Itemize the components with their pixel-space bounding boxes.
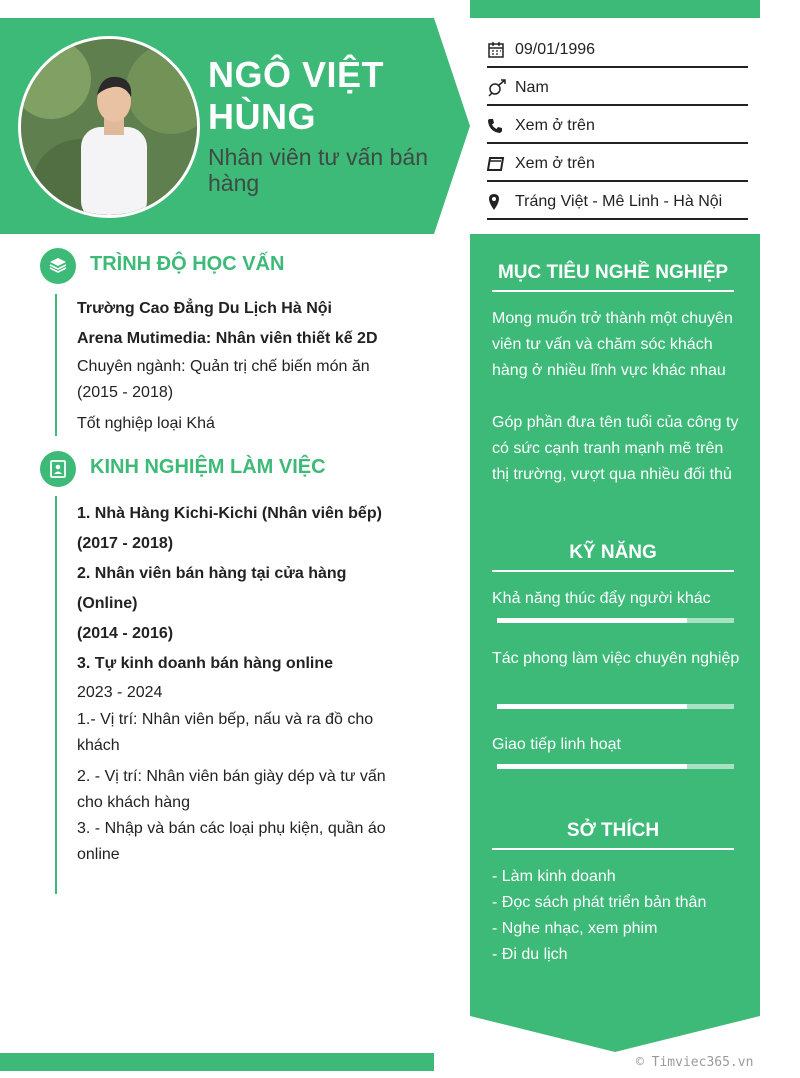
location-pin-icon bbox=[487, 193, 515, 211]
education-school-2: Arena Mutimedia: Nhân viên thiết kế 2D bbox=[77, 330, 378, 347]
skill-name-1: Khả năng thúc đẩy người khác bbox=[492, 590, 711, 607]
skill-name-3: Giao tiếp linh hoạt bbox=[492, 736, 621, 753]
hobby-item-3: - Nghe nhạc, xem phim bbox=[492, 920, 658, 937]
experience-job-2-period: (2014 - 2016) bbox=[77, 625, 174, 642]
skill-bar-1 bbox=[497, 618, 734, 623]
contact-phone bbox=[487, 110, 748, 144]
skill-fill-3 bbox=[497, 764, 687, 769]
full-name bbox=[208, 54, 458, 138]
education-major: Chuyên ngành: Quản trị chế biến món ăn (2015 - 2018) bbox=[77, 358, 370, 401]
watermark: © Timviec365.vn bbox=[636, 1055, 754, 1070]
gender-icon bbox=[487, 79, 515, 97]
skill-bar-3 bbox=[497, 764, 734, 769]
education-school-1: Trường Cao Đẳng Du Lịch Hà Nội bbox=[77, 300, 332, 317]
objective-text-2: Góp phần đưa tên tuổi của công ty có sức cạnh tranh mạnh mẽ trên thị trường, vượt qua nhiều đối thủ bbox=[492, 414, 739, 483]
skill-fill-1 bbox=[497, 618, 687, 623]
skill-name-2: Tác phong làm việc chuyên nghiệp bbox=[492, 650, 740, 667]
email-icon bbox=[487, 156, 515, 172]
experience-heading: KINH NGHIỆM LÀM VIỆC bbox=[90, 456, 326, 478]
experience-job-1-period: (2017 - 2018) bbox=[77, 535, 174, 552]
experience-job-3-period: 2023 - 2024 bbox=[77, 684, 163, 701]
contact-address bbox=[487, 186, 748, 220]
objective-heading: MỤC TIÊU NGHỀ NGHIỆP bbox=[492, 262, 734, 292]
education-grade: Tốt nghiệp loại Khá bbox=[77, 415, 215, 432]
top-accent-bar bbox=[470, 0, 760, 18]
hobby-item-4: - Đi du lịch bbox=[492, 946, 568, 963]
email-value: Xem ở trên bbox=[515, 155, 595, 172]
gender-value: Nam bbox=[515, 79, 549, 96]
job-title: Nhân viên tư vấn bán hàng bbox=[208, 144, 428, 196]
contact-birthday bbox=[487, 34, 748, 68]
education-heading: TRÌNH ĐỘ HỌC VẤN bbox=[90, 253, 285, 275]
experience-job-2-title: 2. Nhân viên bán hàng tại cửa hàng (Online) bbox=[77, 565, 347, 612]
skills-heading: KỸ NĂNG bbox=[492, 542, 734, 572]
hobby-item-2: - Đọc sách phát triển bản thân bbox=[492, 894, 707, 911]
bottom-accent-bar bbox=[0, 1053, 434, 1071]
experience-job-1-title: 1. Nhà Hàng Kichi-Kichi (Nhân viên bếp) bbox=[77, 505, 382, 522]
experience-job-3-title: 3. Tự kinh doanh bán hàng online bbox=[77, 655, 334, 672]
experience-detail-2: 2. - Vị trí: Nhân viên bán giày dép và tư vấn cho khách hàng bbox=[77, 768, 386, 811]
name-line-2: HÙNG bbox=[208, 96, 316, 137]
book-stack-icon bbox=[40, 248, 76, 284]
profile-photo bbox=[18, 36, 200, 218]
education-timeline-line bbox=[55, 294, 57, 436]
hobbies-heading: SỞ THÍCH bbox=[492, 820, 734, 850]
phone-value: Xem ở trên bbox=[515, 117, 595, 134]
experience-detail-3: 3. - Nhập và bán các loại phụ kiện, quần áo online bbox=[77, 820, 386, 863]
phone-icon bbox=[487, 118, 515, 134]
experience-detail-1: 1.- Vị trí: Nhân viên bếp, nấu và ra đồ cho khách bbox=[77, 711, 374, 754]
contact-gender bbox=[487, 72, 748, 106]
experience-timeline-line bbox=[55, 496, 57, 894]
address-value: Tráng Việt - Mê Linh - Hà Nội bbox=[515, 193, 723, 210]
hobby-item-1: - Làm kinh doanh bbox=[492, 868, 616, 885]
id-badge-icon bbox=[40, 451, 76, 487]
skill-fill-2 bbox=[497, 704, 687, 709]
birthday-value: 09/01/1996 bbox=[515, 41, 596, 58]
calendar-icon bbox=[487, 41, 515, 59]
contact-email bbox=[487, 148, 748, 182]
name-line-1: NGÔ VIỆT bbox=[208, 54, 385, 95]
skill-bar-2 bbox=[497, 704, 734, 709]
objective-text-1: Mong muốn trở thành một chuyên viên tư vấn và chăm sóc khách hàng ở nhiều lĩnh vực khác nhau bbox=[492, 310, 733, 379]
